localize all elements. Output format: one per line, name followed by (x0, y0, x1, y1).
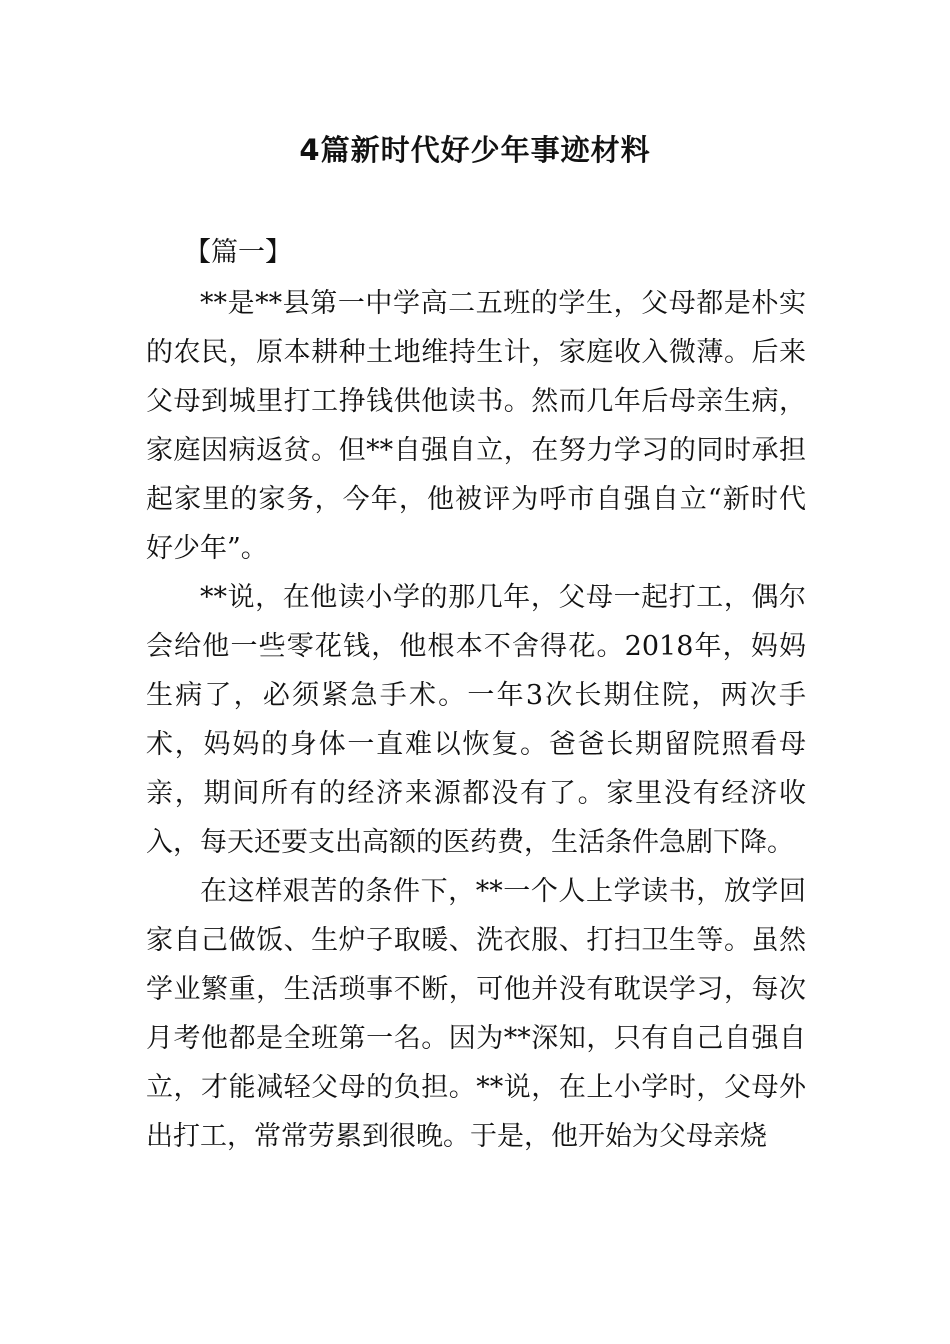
paragraph-3: 在这样艰苦的条件下，**一个人上学读书，放学回家自己做饭、生炉子取暖、洗衣服、打扫卫生等。虽然学业繁重，生活琐事不断，可他并没有耽误学习，每次月考他都是全班第一名。因为**深知，只有自己自强自立，才能减轻父母的负担。**说，在上小学时，父母外出打工，常常劳累到很晚。于是，他开始为父母亲烧 (146, 876, 806, 1152)
document-body (146, 228, 806, 1161)
document-title: 4篇新时代好少年事迹材料 (299, 133, 651, 167)
paragraph-1: **是**县第一中学高二五班的学生，父母都是朴实的农民，原本耕种土地维持生计，家庭收入微薄。后来父母到城里打工挣钱供他读书。然而几年后母亲生病，家庭因病返贫。但**自强自立，在努力学习的同时承担起家里的家务，今年，他被评为呼市自强自立“新时代好少年”。 (146, 288, 806, 564)
paragraph-2: **说，在他读小学的那几年，父母一起打工，偶尔会给他一些零花钱，他根本不舍得花。2018年，妈妈生病了，必须紧急手术。一年3次长期住院，两次手术，妈妈的身体一直难以恢复。爸爸长期留院照看母亲，期间所有的经济来源都没有了。家里没有经济收入，每天还要支出高额的医药费，生活条件急剧下降。 (146, 582, 806, 858)
section-heading: 【篇一】 (184, 237, 292, 268)
